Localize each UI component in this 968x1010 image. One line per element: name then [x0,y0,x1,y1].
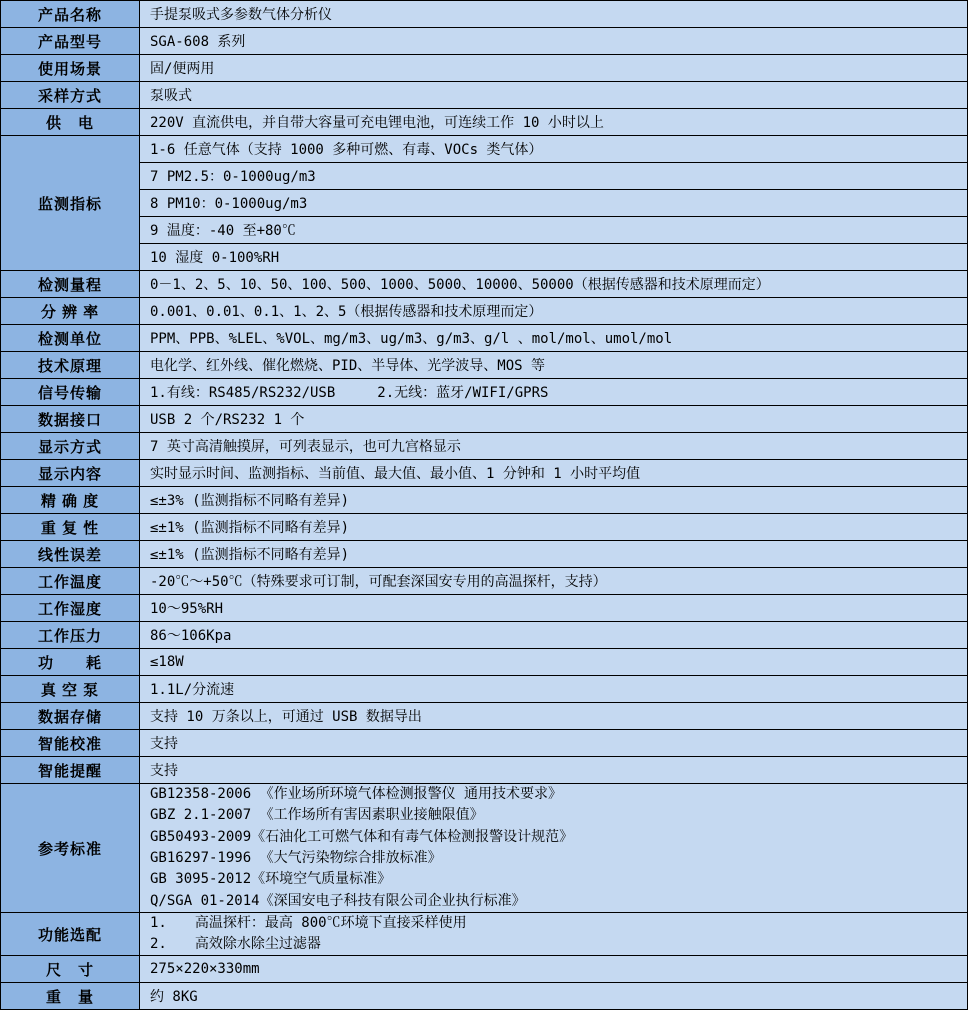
row-value: USB 2 个/RS232 1 个 [140,406,967,432]
row-label: 参考标准 [1,784,140,912]
row-value: 86～106Kpa [140,622,967,648]
row-value: 0－1、2、5、10、50、100、500、1000、5000、10000、50000（根据传感器和技术原理而定） [140,271,967,297]
table-row [1,433,967,460]
row-label: 工作压力 [1,622,140,648]
row-value-multiline [140,784,967,912]
row-value: 220V 直流供电，并自带大容量可充电锂电池，可连续工作 10 小时以上 [140,109,967,135]
row-label: 使用场景 [1,55,140,81]
row-value: 支持 10 万条以上，可通过 USB 数据导出 [140,703,967,729]
table-row [1,379,967,406]
row-label: 数据存储 [1,703,140,729]
row-value: ≤±1% (监测指标不同略有差异) [140,514,967,540]
table-row-monitor-indicators [1,136,967,271]
table-row [1,956,967,983]
table-row [1,983,967,1009]
row-value-line: GBZ 2.1-2007 《工作场所有害因素职业接触限值》 [150,807,484,824]
row-value-line: Q/SGA 01-2014《深国安电子科技有限公司企业执行标准》 [150,892,526,909]
row-label: 技术原理 [1,352,140,378]
row-label: 工作温度 [1,568,140,594]
row-value-line: 1. 高温探杆：最高 800℃环境下直接采样使用 [150,915,467,931]
table-row [1,676,967,703]
row-label: 分 辨 率 [1,298,140,324]
table-row [1,55,967,82]
row-value: 275×220×330mm [140,956,967,982]
row-label: 检测量程 [1,271,140,297]
row-label: 功能选配 [1,913,140,955]
row-value: ≤18W [140,649,967,675]
row-value: 0.001、0.01、0.1、1、2、5（根据传感器和技术原理而定） [140,298,967,324]
row-label: 数据接口 [1,406,140,432]
row-value-line: GB12358-2006 《作业场所环境气体检测报警仪 通用技术要求》 [150,786,563,803]
table-row [1,595,967,622]
table-row [1,757,967,784]
row-value: 泵吸式 [140,82,967,108]
table-row [1,703,967,730]
row-value-line: 2. 高效除水除尘过滤器 [150,936,321,952]
table-row [1,730,967,757]
table-row-reference-standards [1,784,967,913]
row-value: 手提泵吸式多参数气体分析仪 [140,1,967,27]
table-row [1,298,967,325]
row-label: 精 确 度 [1,487,140,513]
row-label: 线性误差 [1,541,140,567]
row-label: 产品名称 [1,1,140,27]
row-label: 功 耗 [1,649,140,675]
row-label: 信号传输 [1,379,140,405]
table-row [1,1,967,28]
row-value: 1.1L/分流速 [140,676,967,702]
row-value: 8 PM10：0-1000ug/m3 [140,190,967,217]
row-label: 显示内容 [1,460,140,486]
row-label: 监测指标 [1,136,140,270]
row-value: PPM、PPB、%LEL、%VOL、mg/m3、ug/m3、g/m3、g/l 、mol/mol、umol/mol [140,325,967,351]
row-value: 固/便两用 [140,55,967,81]
table-row [1,514,967,541]
row-value: 实时显示时间、监测指标、当前值、最大值、最小值、1 分钟和 1 小时平均值 [140,460,967,486]
row-label: 产品型号 [1,28,140,54]
table-row [1,568,967,595]
row-label: 采样方式 [1,82,140,108]
row-value: 约 8KG [140,983,967,1009]
row-value: 1.有线：RS485/RS232/USB 2.无线：蓝牙/WIFI/GPRS [140,379,967,405]
row-label: 重 复 性 [1,514,140,540]
row-value: 10～95%RH [140,595,967,621]
row-value: 7 PM2.5：0-1000ug/m3 [140,163,967,190]
row-value: -20℃～+50℃（特殊要求可订制，可配套深国安专用的高温探杆，支持） [140,568,967,594]
row-label: 检测单位 [1,325,140,351]
row-value-group [140,136,967,270]
row-value: 支持 [140,757,967,783]
table-row [1,649,967,676]
table-row [1,325,967,352]
row-label: 重 量 [1,983,140,1009]
row-label: 工作湿度 [1,595,140,621]
table-row [1,28,967,55]
row-value-multiline [140,913,967,955]
row-value-line: GB50493-2009《石油化工可燃气体和有毒气体检测报警设计规范》 [150,828,574,845]
table-row [1,352,967,379]
row-value-line: GB 3095-2012《环境空气质量标准》 [150,871,392,888]
table-row [1,487,967,514]
table-row [1,622,967,649]
row-label: 尺 寸 [1,956,140,982]
row-value: ≤±3% (监测指标不同略有差异) [140,487,967,513]
row-value: SGA-608 系列 [140,28,967,54]
row-value: 1-6 任意气体（支持 1000 多种可燃、有毒、VOCs 类气体） [140,136,967,163]
row-label: 真 空 泵 [1,676,140,702]
table-row [1,460,967,487]
table-row [1,82,967,109]
row-value: 9 温度：-40 至+80℃ [140,217,967,244]
row-value: ≤±1% (监测指标不同略有差异) [140,541,967,567]
row-label: 显示方式 [1,433,140,459]
table-row [1,406,967,433]
table-row-optional-features [1,913,967,956]
table-row [1,271,967,298]
row-value: 7 英寸高清触摸屏，可列表显示，也可九宫格显示 [140,433,967,459]
row-label: 智能提醒 [1,757,140,783]
row-label: 智能校准 [1,730,140,756]
table-row [1,109,967,136]
table-row [1,541,967,568]
row-value: 电化学、红外线、催化燃烧、PID、半导体、光学波导、MOS 等 [140,352,967,378]
row-label: 供 电 [1,109,140,135]
row-value-line: GB16297-1996 《大气污染物综合排放标准》 [150,850,442,866]
row-value: 10 湿度 0-100%RH [140,244,967,270]
row-value: 支持 [140,730,967,756]
